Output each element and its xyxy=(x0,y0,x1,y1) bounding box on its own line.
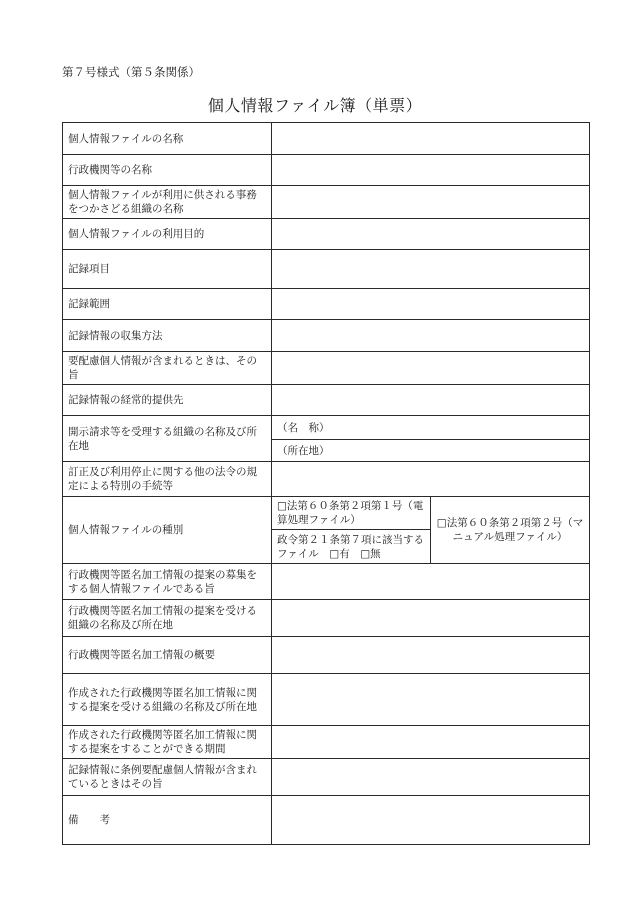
row-label-proposal-period: 作成された行政機関等匿名加工情報に関する提案をすることができる期間 xyxy=(63,726,272,759)
field-proposal-solicitation[interactable] xyxy=(272,564,590,600)
field-proposal-org[interactable] xyxy=(272,600,590,637)
row-label-agency-name: 行政機関等の名称 xyxy=(63,155,272,186)
row-label-purpose: 個人情報ファイルの利用目的 xyxy=(63,219,272,250)
row-label-proposal-solicitation: 行政機関等匿名加工情報の提案の募集をする個人情報ファイルである旨 xyxy=(63,564,272,600)
page-title: 個人情報ファイル簿（単票） xyxy=(207,96,423,115)
table-row xyxy=(63,462,590,497)
row-label-remarks: 備 考 xyxy=(63,796,272,845)
table-row xyxy=(63,219,590,250)
row-label-created-proposal-org: 作成された行政機関等匿名加工情報に関する提案を受ける組織の名称及び所在地 xyxy=(63,674,272,726)
table-row xyxy=(63,385,590,416)
file-type-option-electronic[interactable]: □法第６０条第２項第１号（電算処理ファイル） xyxy=(272,497,431,530)
row-label-file-name: 個人情報ファイルの名称 xyxy=(63,123,272,155)
disclosure-address-label[interactable]: （所在地） xyxy=(272,440,590,462)
row-label-special-procedures: 訂正及び利用停止に関する他の法令の規定による特別の手続等 xyxy=(63,462,272,497)
file-type-cabinet-order[interactable]: 政令第２１条第７項に該当するファイル □有 □無 xyxy=(272,530,431,564)
field-record-scope[interactable] xyxy=(272,289,590,320)
field-purpose[interactable] xyxy=(272,219,590,250)
register-table xyxy=(62,122,590,845)
table-row xyxy=(63,600,590,637)
row-label-anonymized-summary: 行政機関等匿名加工情報の概要 xyxy=(63,637,272,674)
field-managing-org[interactable] xyxy=(272,186,590,219)
field-anonymized-summary[interactable] xyxy=(272,637,590,674)
table-row xyxy=(63,416,590,440)
table-row xyxy=(63,289,590,320)
row-label-collection-method: 記録情報の収集方法 xyxy=(63,320,272,352)
row-label-sensitive-info: 要配慮個人情報が含まれるときは、その旨 xyxy=(63,352,272,385)
table-row xyxy=(63,352,590,385)
field-sensitive-info[interactable] xyxy=(272,352,590,385)
field-remarks[interactable] xyxy=(272,796,590,845)
table-row xyxy=(63,320,590,352)
field-proposal-period[interactable] xyxy=(272,726,590,759)
row-label-regular-recipients: 記録情報の経常的提供先 xyxy=(63,385,272,416)
row-label-file-type: 個人情報ファイルの種別 xyxy=(63,497,272,564)
table-row xyxy=(63,564,590,600)
row-label-ordinance-sensitive: 記録情報に条例要配慮個人情報が含まれているときはその旨 xyxy=(63,759,272,796)
disclosure-name-label[interactable]: （名 称） xyxy=(272,416,590,440)
row-label-record-scope: 記録範囲 xyxy=(63,289,272,320)
field-file-name[interactable] xyxy=(272,123,590,155)
table-row xyxy=(63,186,590,219)
table-row xyxy=(63,674,590,726)
row-label-managing-org: 個人情報ファイルが利用に供される事務をつかさどる組織の名称 xyxy=(63,186,272,219)
table-row xyxy=(63,637,590,674)
field-ordinance-sensitive[interactable] xyxy=(272,759,590,796)
row-label-disclosure-org: 開示請求等を受理する組織の名称及び所在地 xyxy=(63,416,272,462)
table-row xyxy=(63,250,590,289)
file-type-option-manual[interactable]: □法第６０条第２項第２号（マニュアル処理ファイル） xyxy=(431,497,590,564)
field-collection-method[interactable] xyxy=(272,320,590,352)
row-label-proposal-org: 行政機関等匿名加工情報の提案を受ける組織の名称及び所在地 xyxy=(63,600,272,637)
table-row xyxy=(63,123,590,155)
form-number: 第７号様式（第５条関係） xyxy=(62,65,200,79)
row-label-record-items: 記録項目 xyxy=(63,250,272,289)
table-row xyxy=(63,497,590,530)
table-row xyxy=(63,796,590,845)
table-row xyxy=(63,759,590,796)
table-row xyxy=(63,726,590,759)
field-created-proposal-org[interactable] xyxy=(272,674,590,726)
field-special-procedures[interactable] xyxy=(272,462,590,497)
field-regular-recipients[interactable] xyxy=(272,385,590,416)
field-record-items[interactable] xyxy=(272,250,590,289)
field-agency-name[interactable] xyxy=(272,155,590,186)
table-row xyxy=(63,155,590,186)
